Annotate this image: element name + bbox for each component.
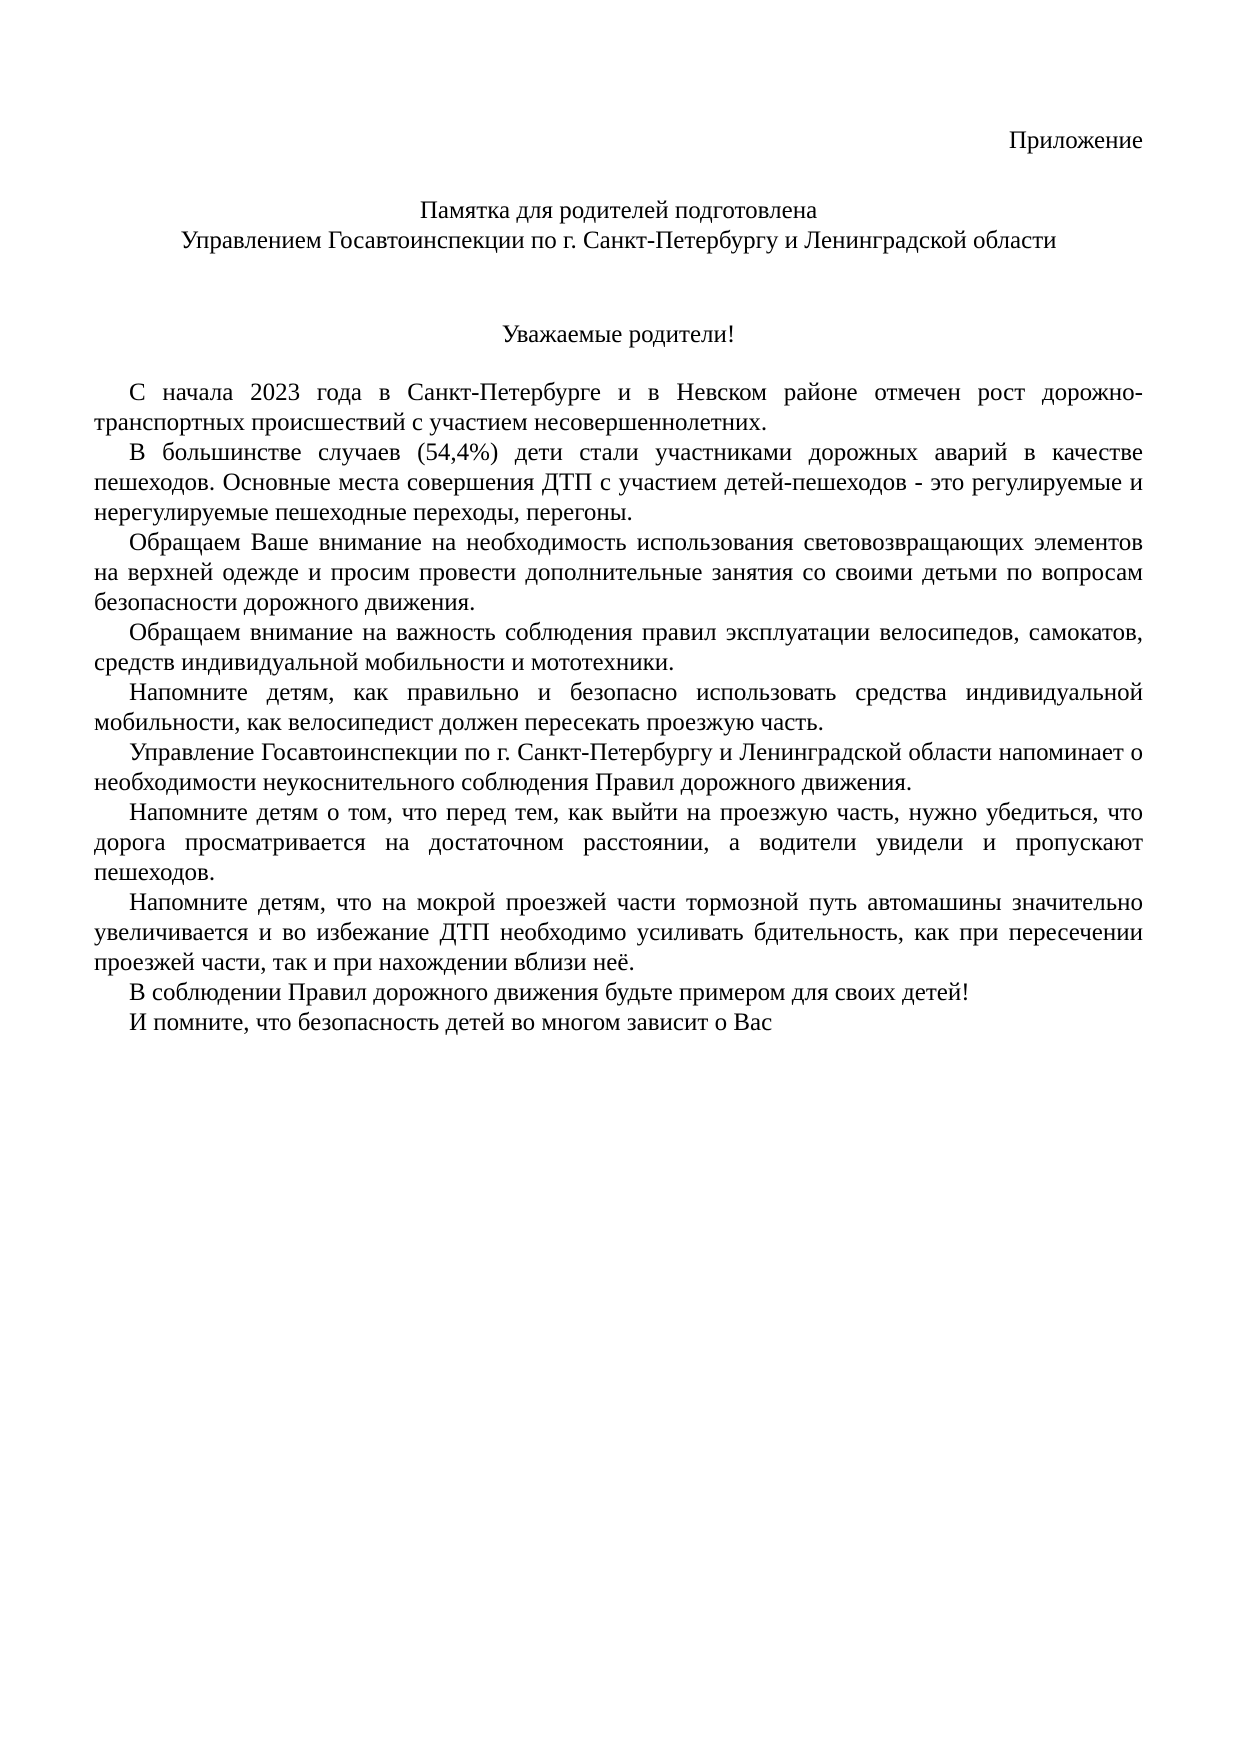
paragraph: В большинстве случаев (54,4%) дети стали участниками дорожных аварий в качестве пешеходов. Основные места совершения ДТП с участием детей-пешеходов - это регулируемые и нерегулируемые пешеходные переходы, перегоны. xyxy=(94,439,1143,526)
paragraph: Обращаем Ваше внимание на необходимость использования световозвращающих элементов на верхней одежде и просим провести дополнительные занятия со своими детьми по вопросам безопасности дорожного движения. xyxy=(94,529,1143,616)
salutation: Уважаемые родители! xyxy=(501,321,736,348)
annex-label: Приложение xyxy=(1008,127,1143,154)
paragraph: С начала 2023 года в Санкт-Петербурге и в Невском районе отмечен рост дорожно-транспортных происшествий с участием несовершеннолетних. xyxy=(94,379,1143,436)
document-title-line-2: Управлением Госавтоинспекции по г. Санкт-Петербургу и Ленинградской области xyxy=(180,227,1057,254)
document-title-line-1: Памятка для родителей подготовлена xyxy=(419,197,818,224)
body-paragraphs xyxy=(94,378,1143,1038)
paragraph: Напомните детям, как правильно и безопасно использовать средства индивидуальной мобильности, как велосипедист должен пересекать проезжую часть. xyxy=(94,679,1143,736)
paragraph: Обращаем внимание на важность соблюдения правил эксплуатации велосипедов, самокатов, средств индивидуальной мобильности и мототехники. xyxy=(94,619,1143,676)
document-title xyxy=(94,196,1143,256)
paragraph: И помните, что безопасность детей во многом зависит о Вас xyxy=(129,1009,773,1036)
paragraph: Напомните детям о том, что перед тем, как выйти на проезжую часть, нужно убедиться, что дорога просматривается на достаточном расстоянии, а водители увидели и пропускают пешеходов. xyxy=(94,799,1143,886)
paragraph: Управление Госавтоинспекции по г. Санкт-Петербургу и Ленинградской области напоминает о необходимости неукоснительного соблюдения Правил дорожного движения. xyxy=(94,739,1143,796)
paragraph: Напомните детям, что на мокрой проезжей части тормозной путь автомашины значительно увеличивается и во избежание ДТП необходимо усиливать бдительность, как при пересечении проезжей части, так и при нахождении вблизи неё. xyxy=(94,889,1143,976)
paragraph: В соблюдении Правил дорожного движения будьте примером для своих детей! xyxy=(129,979,970,1006)
